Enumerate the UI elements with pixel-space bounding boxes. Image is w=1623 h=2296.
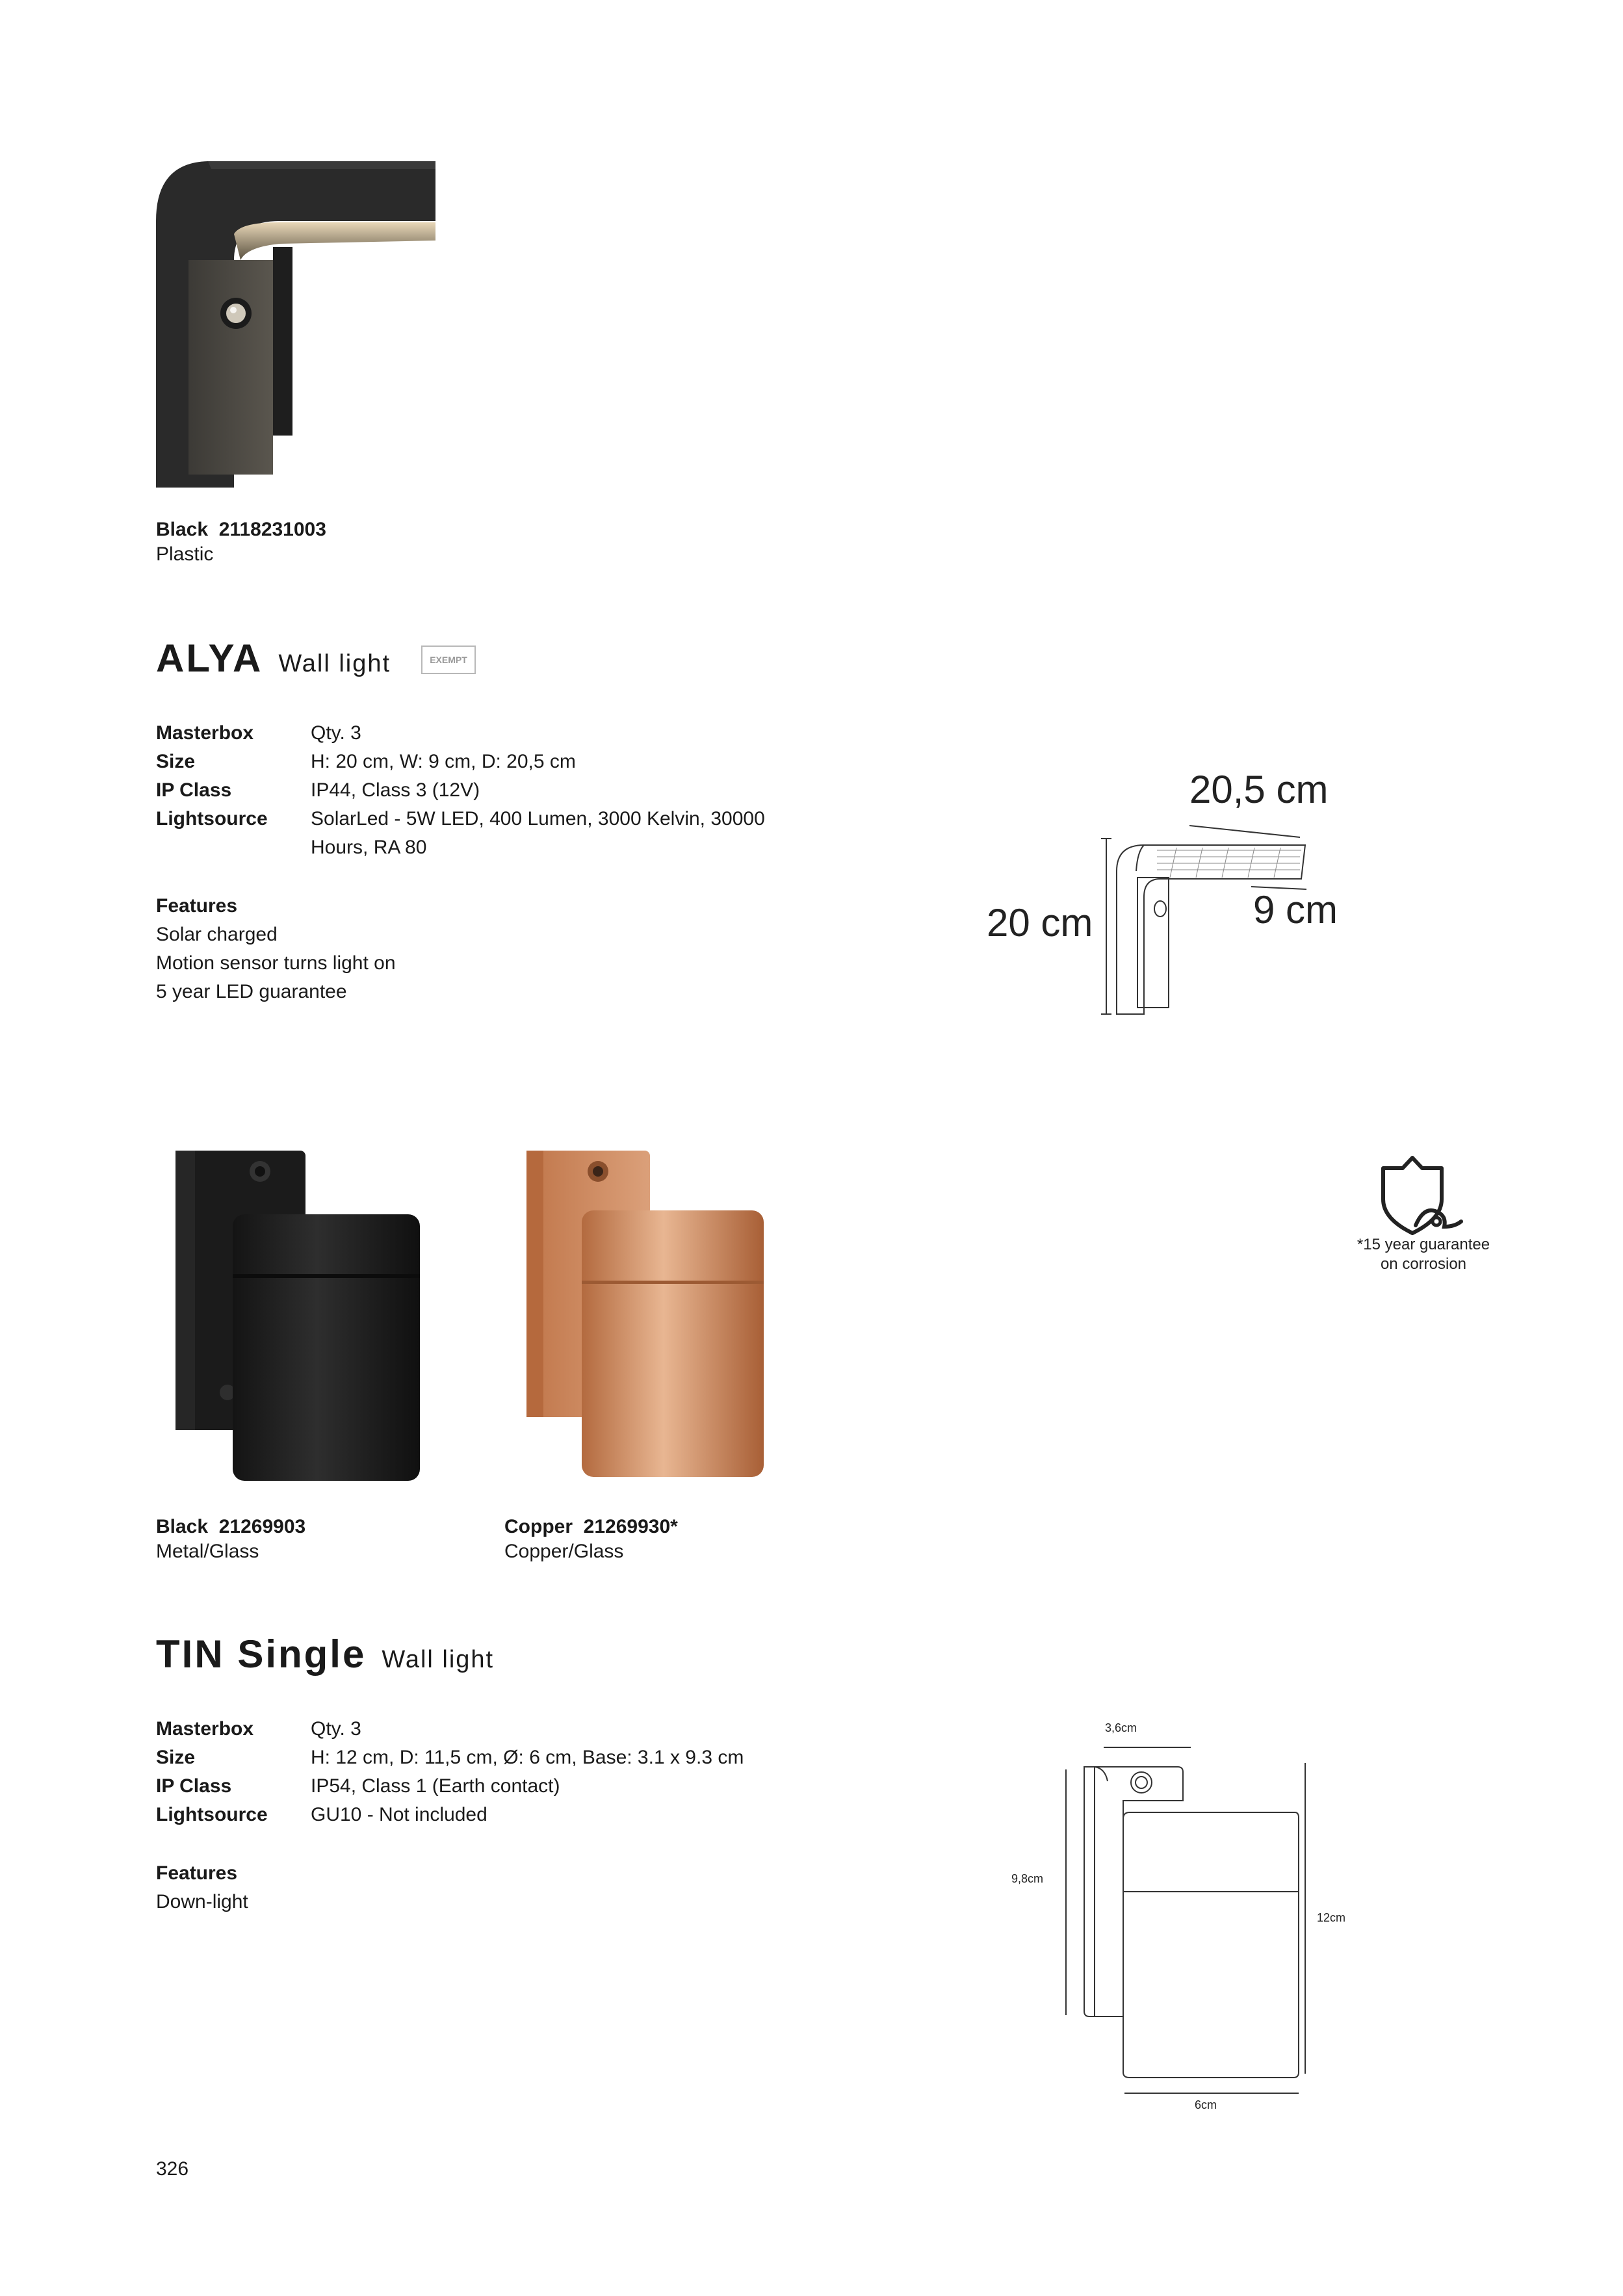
spec-value: Qty. 3 [311, 722, 361, 744]
spec-value: H: 12 cm, D: 11,5 cm, Ø: 6 cm, Base: 3.1 x 9.3 cm [311, 1747, 744, 1768]
spec-label: IP Class [156, 1775, 232, 1797]
exempt-badge [421, 646, 476, 674]
spec-label: Size [156, 751, 196, 772]
alya-dim-width: 9 cm [1253, 888, 1338, 932]
spec-label: Lightsource [156, 808, 268, 829]
tin-dim-left: 9,8cm [1011, 1872, 1044, 1885]
tin-product-name: TIN Single [156, 1632, 367, 1676]
tin-black-color-code [156, 1515, 305, 1539]
page-number: 326 [156, 2158, 189, 2180]
feature-item: Down-light [156, 1891, 248, 1912]
guarantee-line2: on corrosion [1380, 1255, 1467, 1273]
tin-dim-bottom: 6cm [1195, 2098, 1217, 2111]
tin-black-material: Metal/Glass [156, 1541, 259, 1562]
spec-value: IP54, Class 1 (Earth contact) [311, 1775, 560, 1797]
spec-value: IP44, Class 3 (12V) [311, 779, 480, 801]
tin-copper-color: Copper [504, 1516, 573, 1537]
spec-label: Masterbox [156, 1718, 254, 1740]
tin-copper-material: Copper/Glass [504, 1541, 624, 1562]
alya-variant-color: Black [156, 519, 209, 540]
tin-title [156, 1632, 494, 1676]
alya-spec-row [156, 719, 831, 748]
spec-label: Lightsource [156, 1804, 268, 1825]
spec-value: SolarLed - 5W LED, 400 Lumen, 3000 Kelvin, 30000 Hours, RA 80 [311, 808, 765, 858]
spec-value: H: 20 cm, W: 9 cm, D: 20,5 cm [311, 751, 576, 772]
alya-variant-color-code [156, 517, 326, 542]
tin-spec-row [156, 1772, 831, 1801]
guarantee-line1: *15 year guarantee [1357, 1236, 1490, 1253]
spec-label: IP Class [156, 779, 232, 801]
feature-item: Motion sensor turns light on [156, 952, 396, 974]
alya-variant-code: 2118231003 [218, 519, 326, 540]
alya-spec-row [156, 748, 831, 776]
tin-copper-product-photo [520, 1151, 780, 1489]
features-title: Features [156, 1862, 238, 1884]
alya-spec-row [156, 776, 831, 805]
tin-spec-row [156, 1715, 831, 1743]
alya-title [156, 636, 391, 681]
tin-spec-row [156, 1743, 831, 1772]
tin-black-color: Black [156, 1516, 209, 1537]
features-title: Features [156, 895, 238, 917]
spec-label: Masterbox [156, 722, 254, 744]
tin-product-type: Wall light [382, 1646, 495, 1673]
tin-spec-row [156, 1801, 831, 1829]
corrosion-shield-icon [1377, 1154, 1468, 1238]
tin-dim-top: 3,6cm [1105, 1721, 1137, 1734]
feature-item: Solar charged [156, 924, 278, 945]
alya-variant-material: Plastic [156, 543, 214, 565]
feature-item: 5 year LED guarantee [156, 981, 347, 1002]
exempt-badge-label: EXEMPT [430, 655, 467, 665]
alya-product-name: ALYA [156, 636, 263, 680]
spec-value: GU10 - Not included [311, 1804, 487, 1825]
spec-label: Size [156, 1747, 196, 1768]
alya-features [156, 892, 396, 1006]
tin-black-product-photo [169, 1151, 429, 1489]
guarantee-text [1326, 1235, 1521, 1274]
tin-copper-color-code [504, 1515, 678, 1539]
alya-spec-table [156, 719, 831, 862]
tin-dim-right: 12cm [1317, 1911, 1346, 1924]
tin-dimension-drawing [1053, 1736, 1326, 2100]
alya-dim-height: 20 cm [987, 901, 1093, 945]
tin-spec-table [156, 1715, 831, 1829]
alya-dim-depth: 20,5 cm [1189, 768, 1329, 811]
tin-copper-code: 21269930* [583, 1516, 678, 1537]
alya-product-type: Wall light [278, 650, 391, 677]
spec-value: Qty. 3 [311, 1718, 361, 1740]
tin-black-code: 21269903 [218, 1516, 306, 1537]
alya-spec-row [156, 805, 831, 862]
alya-product-photo [149, 150, 448, 494]
tin-features [156, 1859, 248, 1916]
